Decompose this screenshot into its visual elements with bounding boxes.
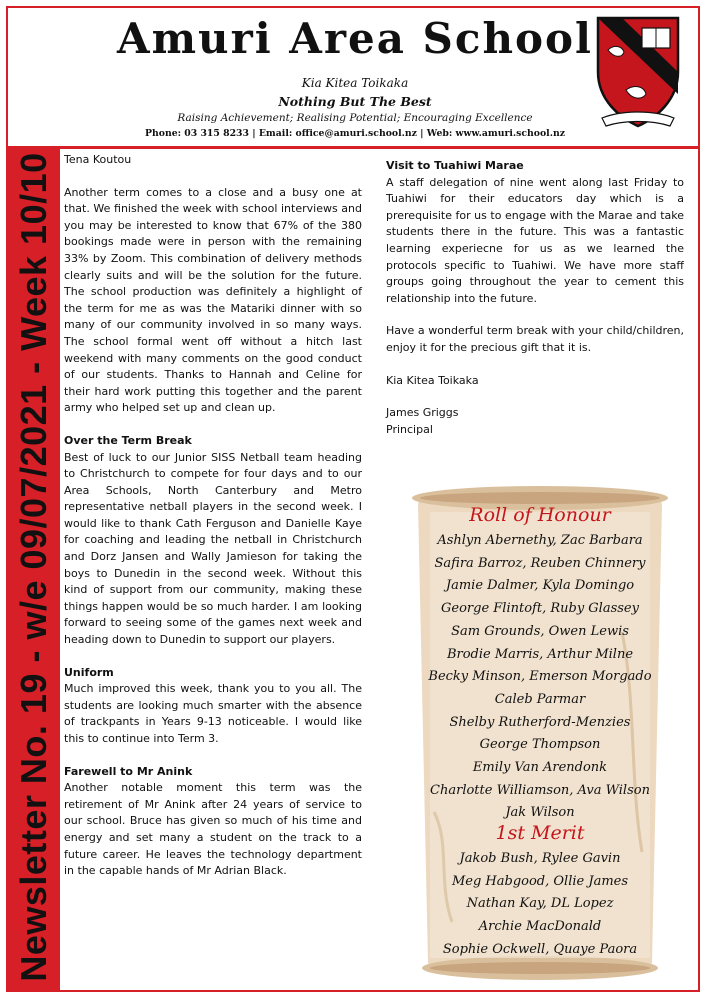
- honour-name: Ashlyn Abernethy, Zac Barbara: [437, 533, 643, 548]
- roll-of-honour-list: [390, 530, 690, 825]
- honour-name: Brodie Marris, Arthur Milne: [446, 646, 634, 662]
- honour-name: Caleb Parmar: [494, 691, 586, 707]
- intro-paragraph: Another term comes to a close and a busy one at that. We finished the week with school interviews and you may be interested to know that 67% of the 380 bookings made were in person with the remaining 33% by Zoom. This combination of delivery methods clearly suits and will be the solution for the future. The school production was definitely a highlight of the term for me as was the Matariki dinner with so many of our community involved in so many ways. The school formal went off without a hitch last weekend with many comments on the good conduct of our students. Thanks to Hannah and Celine for their hard work putting this together and the parent army who helped set up and clean up.: [64, 185, 362, 415]
- right-column: [386, 158, 684, 438]
- first-merit-title: 1st Merit: [495, 822, 585, 844]
- left-column: [64, 152, 362, 896]
- closing-paragraph: Have a wonderful term break with your child/children, enjoy it for the precious gift that it is.: [386, 324, 684, 354]
- farewell-paragraph: Another notable moment this term was the retirement of Mr Anink after 24 years of service to our school. Bruce has given so much of his time and energy and set many a student on the track to a future career. He leaves the technology department in the capable hands of Mr Adrian Black.: [64, 781, 362, 878]
- honour-name: Emily Van Arendonk: [472, 760, 608, 776]
- roll-of-honour-title: Roll of Honour: [469, 504, 611, 526]
- signoff-motto: Kia Kitea Toikaka: [386, 373, 479, 387]
- honour-name: Shelby Rutherford-Menzies: [449, 714, 631, 730]
- greeting: Tena Koutou: [64, 153, 132, 166]
- school-values: Raising Achievement; Realising Potential; Encouraging Excellence: [177, 112, 533, 124]
- farewell-heading: Farewell to Mr Anink: [64, 764, 193, 778]
- school-motto: Kia Kitea Toikaka: [301, 76, 409, 90]
- principal-name: James Griggs: [386, 406, 459, 420]
- merit-name: Sophie Ockwell, Quaye Paora: [442, 941, 638, 957]
- contact-line: Phone: 03 315 8233 | Email: office@amuri.school.nz | Web: www.amuri.school.nz: [145, 128, 565, 139]
- merit-name: Archie MacDonald: [478, 919, 602, 935]
- honour-name: Becky Minson, Emerson Morgado: [428, 669, 652, 685]
- term-break-heading: Over the Term Break: [64, 433, 192, 447]
- school-crest-icon: [592, 14, 684, 132]
- merit-name: Jakob Bush, Rylee Gavin: [459, 851, 621, 866]
- honour-name: Sam Grounds, Owen Lewis: [451, 623, 629, 639]
- newsletter-number-label: Newsletter No. 19 - w/e 09/07/2021 - Week 10/10: [13, 152, 54, 982]
- principal-title: Principal: [386, 422, 433, 436]
- honour-name: Safira Barroz, Reuben Chinnery: [434, 555, 646, 571]
- merit-name: Nathan Kay, DL Lopez: [466, 896, 614, 912]
- uniform-heading: Uniform: [64, 665, 114, 679]
- header-divider: [8, 146, 700, 149]
- marae-visit-paragraph: A staff delegation of nine went along last Friday to Tuahiwi for their educators day which is a prerequisite for us to engage with the Marae and take students there in the future. This was a fantastic learning experiecne for us as we learned the protocols specific to Tuahiwi. We have more staff groups going throughout the year to cement this relationship into the future.: [386, 175, 684, 305]
- uniform-paragraph: Much improved this week, thank you to you all. The students are looking much smarter with the absence of trackpants in Years 9-13 noticeable. I would like this to continue into Term 3.: [64, 682, 362, 745]
- honour-name: Charlotte Williamson, Ava Wilson: [430, 782, 650, 798]
- honour-name: Jamie Dalmer, Kyla Domingo: [445, 578, 635, 594]
- honour-name: Jak Wilson: [505, 805, 575, 821]
- marae-visit-heading: Visit to Tuahiwi Marae: [386, 159, 524, 172]
- term-break-paragraph: Best of luck to our Junior SISS Netball team heading to Christchurch to compete for four days and to our Area Schools, North Canterbury and Metro representative netball players in the second week. I would like to thank Cath Ferguson and Danielle Kaye for coaching and leading the netball in Christchurch and Dorz Jansen and Wally Jamieson for taking the boys to Dunedin in the second week. Without this kind of support from our community, making these things happen would be so much harder. I am looking forward to seeing some of the games next week and heading down to Dunedin to support our players.: [64, 450, 362, 647]
- school-slogan: Nothing But The Best: [278, 94, 432, 109]
- honour-name: George Thompson: [479, 737, 601, 753]
- first-merit-list: [390, 848, 690, 962]
- honour-name: George Flintoft, Ruby Glassey: [441, 601, 639, 617]
- school-name: Amuri Area School: [117, 14, 593, 63]
- merit-name: Meg Habgood, Ollie James: [451, 873, 629, 889]
